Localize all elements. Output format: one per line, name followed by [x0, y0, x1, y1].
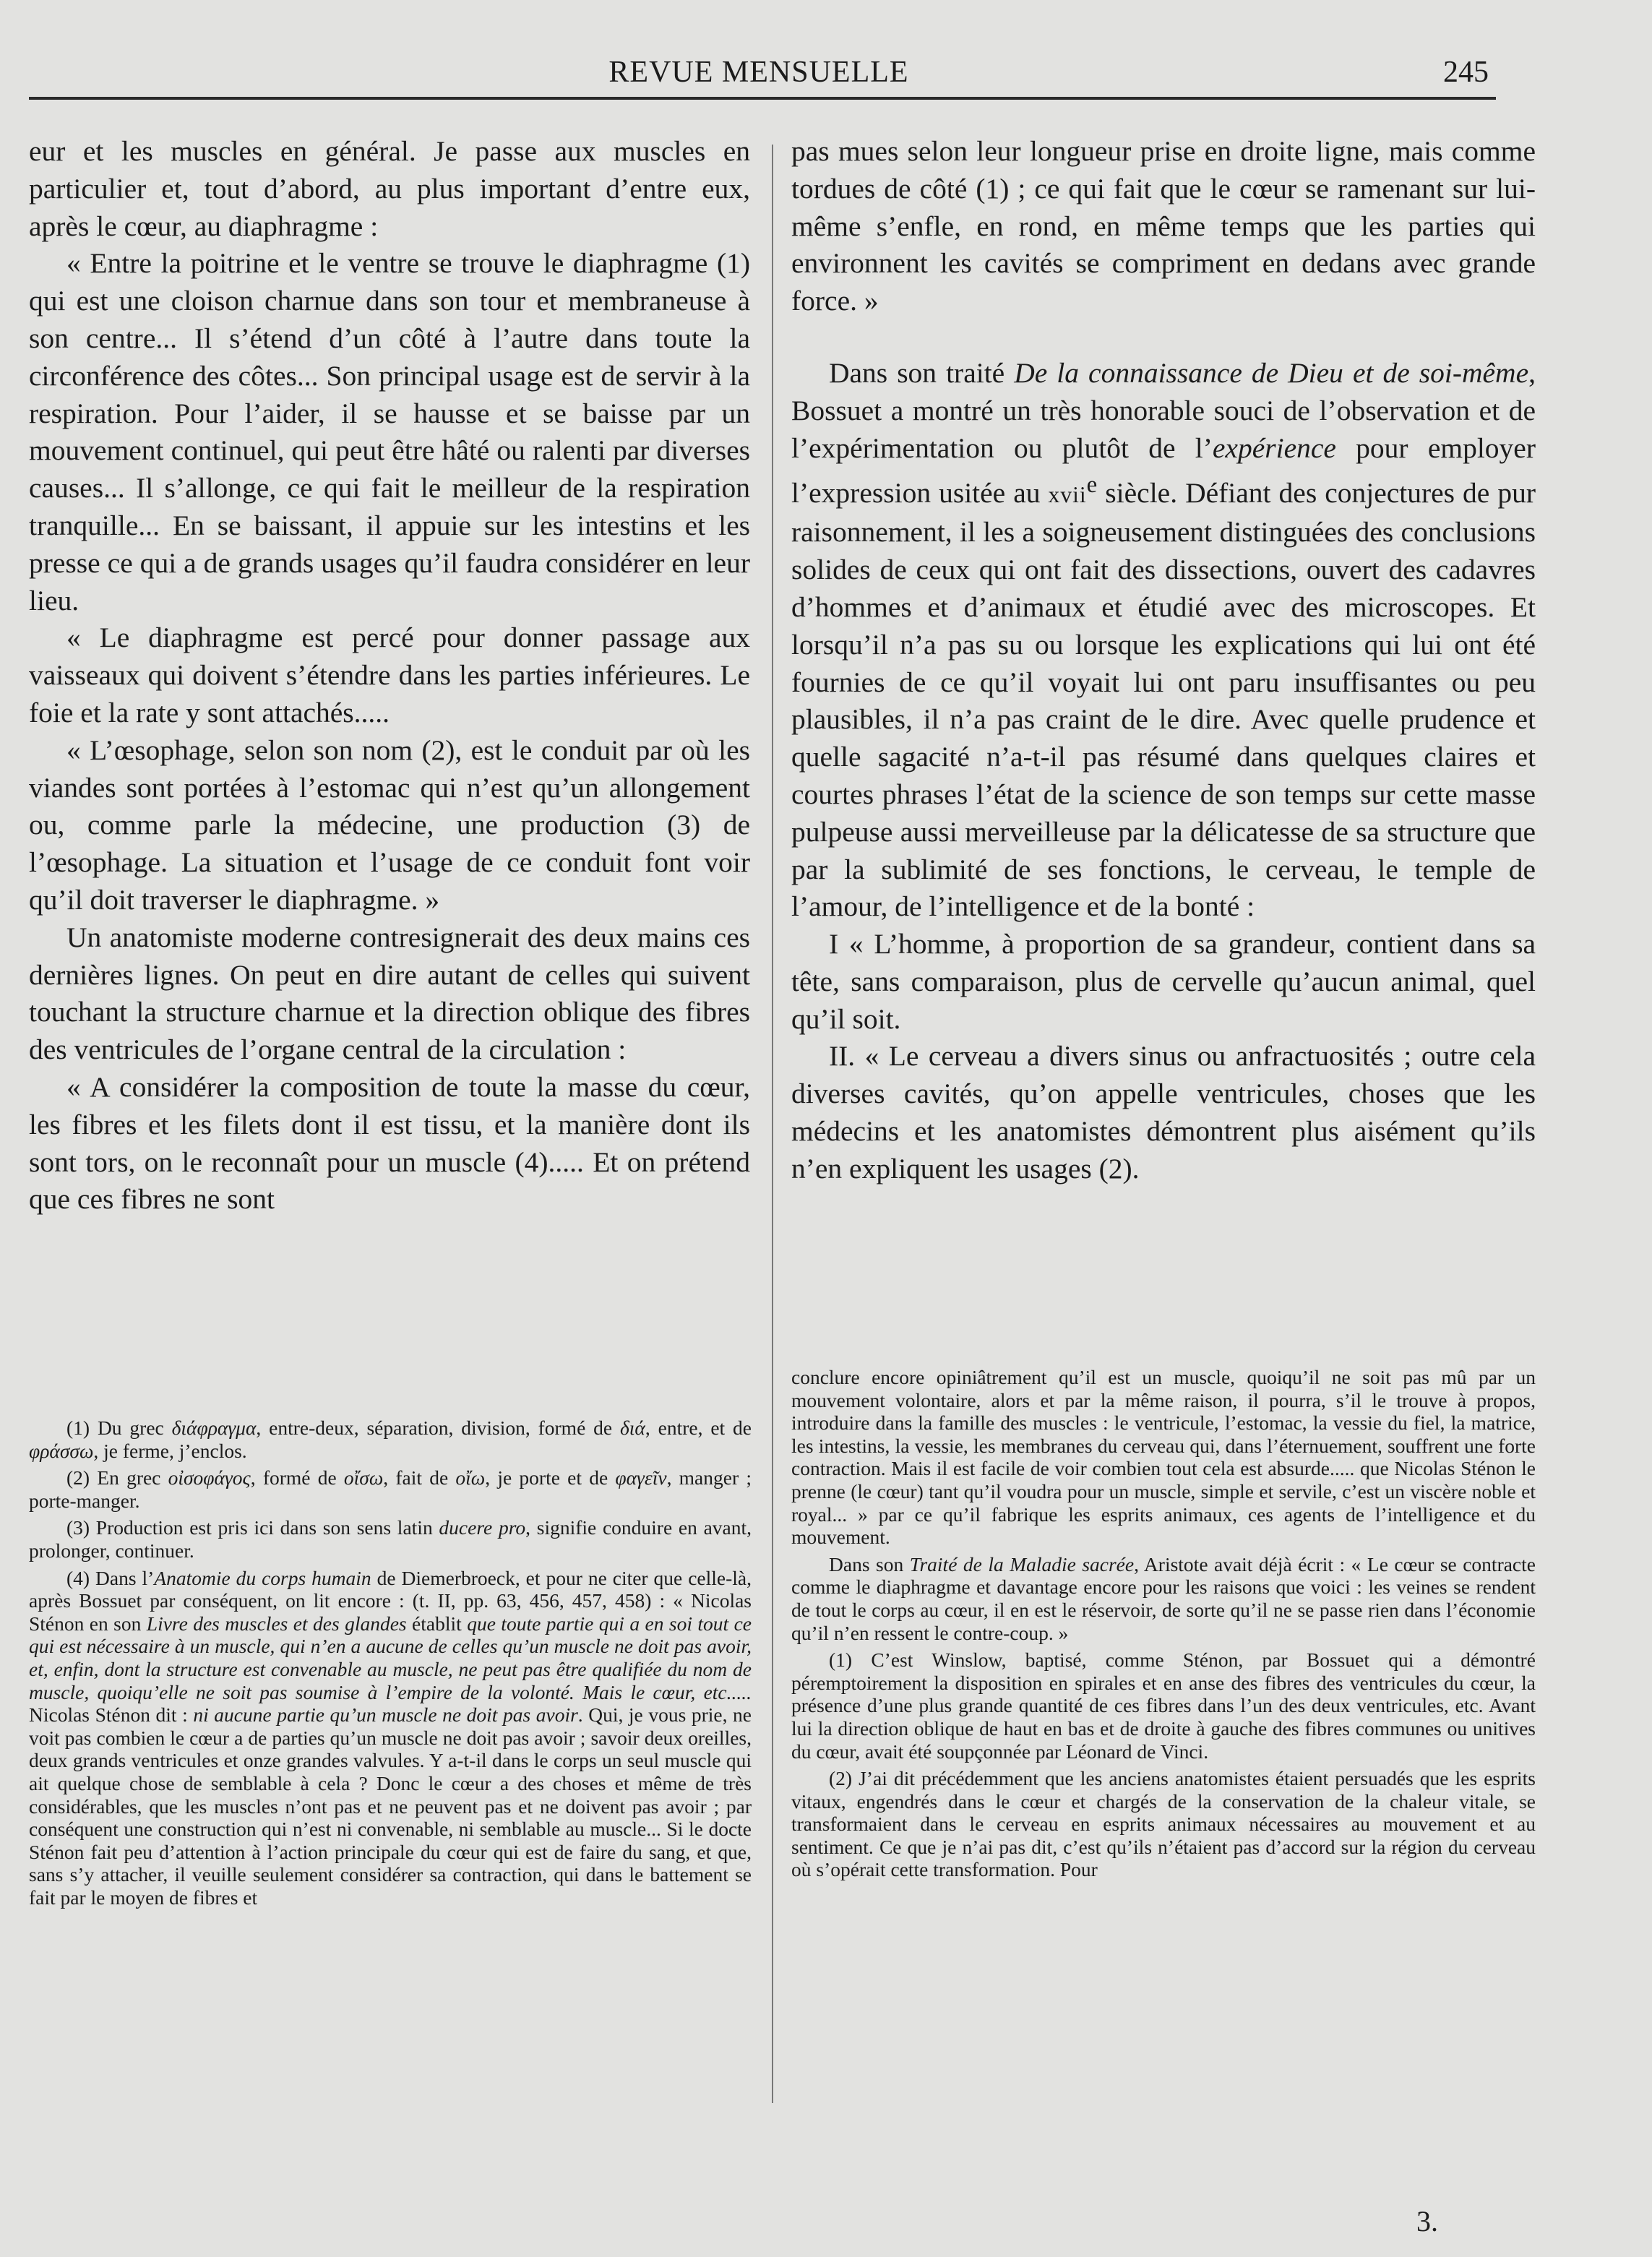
emphasis: expérience	[1212, 431, 1336, 464]
paragraph: « A considérer la composition de toute la masse du cœur, les fibres et les filets dont il est tissu, et la manière dont ils sont tors, on le reconnaît pour un muscle (4)..... Et on prétend que ces fibres ne sont	[29, 1070, 750, 1216]
text-run: Nicolas Sténon dit :	[29, 1703, 194, 1727]
text-run: , entre, et de	[645, 1416, 752, 1439]
text-run: de Diemerbroeck, et pour ne citer que celle-là, après Bossuet par conséquent, on lit encore : (t. II, pp. 63, 456, 457, 458) : « Nicolas Sténon en son	[29, 1566, 752, 1635]
paragraph: « Entre la poitrine et le ventre se trouve le diaphragme (1) qui est une cloison charnue dans son tour et membraneuse à son centre... Il s’étend d’un côté à l’autre dans toute la circonférence des côtes... Son principal usage est de servir à la respiration. Pour l’aider, il se hausse et se baisse par un mouvement continuel, qui peut être hâté ou ralenti par diverses causes... Il s’allonge, ce qui fait le meilleur de la respiration tranquille... En se baissant, il appuie sur les intestins et les presse ce qui a de grands usages qu’il faudra considérer en leur lieu.	[29, 247, 750, 616]
greek-word: φαγεῖν	[615, 1466, 667, 1489]
running-title: REVUE MENSUELLE	[608, 56, 909, 89]
book-title: De la connaissance de Dieu et de soi-même	[1014, 356, 1529, 389]
text-run: siècle. Défiant des conjectures de pur raisonnement, il les a soigneusement distinguées des conclusions solides de ceux qui ont fait des dissections, ouvert des cadavres d’hommes et d’animaux et étudié avec des microscopes. Et lorsqu’il n’a pas su ou lorsque les explications qui lui ont été fournies de ce qu’il voyait lui ont paru insuffisantes ou peu plausibles, il n’a pas craint de le dire. Avec quelle prudence et quelle sagacité n’a-t-il pas résumé dans quelques claires et courtes phrases l’état de la science de son temps sur cette masse pulpeuse aussi merveilleuse par la délicatesse de sa structure que par la sublimité de ses fonctions, le cerveau, le temple de l’amour, de l’intelligence et de la bonté :	[791, 477, 1536, 923]
right-column	[791, 133, 1536, 1311]
text-run: , entre-deux, séparation, division, formé de	[256, 1416, 620, 1439]
quote: I « L’homme, à proportion de sa grandeur, contient dans sa tête, sans comparaison, plus de cervelle qu’aucun animal, quel qu’il soit.	[791, 928, 1536, 1035]
book-title: Livre des muscles et des glandes	[146, 1612, 407, 1635]
footnotes-right	[791, 1366, 1536, 2139]
column-divider	[772, 145, 773, 2103]
greek-word: φράσσω	[29, 1439, 94, 1462]
footnote-2: (2) J’ai dit précédemment que les anciens anatomistes étaient persuadés que les esprits vitaux, engendrés dans le cœur et chargés de la conservation de la chaleur vitale, se transformaient dans le cerveau en esprits animaux nécessaires au mouvement et au sentiment. Ce que je n’ai pas dit, c’est qu’ils n’étaient pas d’accord sur la région du cerveau où s’opérait cette transformation. Pour	[791, 1767, 1536, 1881]
header-rule	[29, 97, 1496, 100]
text-run: (3) Production est pris ici dans son sens latin	[66, 1516, 439, 1539]
text-run: , formé de	[250, 1466, 344, 1489]
paragraph: pas mues selon leur longueur prise en droite ligne, mais comme tordues de côté (1) ; ce qui fait que le cœur se ramenant sur lui-même s’enfle, en rond, en même temps que les parties qui environnent les cavités se compriment en dedans avec grande force. »	[791, 135, 1536, 317]
century-sup: e	[1086, 472, 1098, 499]
quotation: que toute partie qui a en soi tout ce qui est nécessaire à un muscle, qui n’en a aucune de celles qu’un muscle ne doit pas avoir, et, enfin, dont la structure est convenable au muscle, ne peut pas être qualifiée du nom de muscle, quoiqu’elle ne soit pas soumise à l’empire de la volonté. Mais le cœur, etc.....	[29, 1612, 752, 1703]
footnote-1	[29, 1416, 752, 1462]
quote: II. « Le cerveau a divers sinus ou anfractuosités ; outre cela diverses cavités, qu’on appelle ventricules, choses que les médecins et les anatomistes démontrent plus aisément qu’ils n’en expliquent les usages (2).	[791, 1040, 1536, 1185]
footnotes-left	[29, 1416, 752, 2139]
text-run: . Qui, je vous prie, ne voit pas combien le cœur a de parties qu’un muscle ne doit pas avoir ; savoir deux oreilles, deux grands ventricules et onze grandes valvules. Y a-t-il dans le corps un seul muscle qui ait quelque chose de semblable à cela ? Donc le cœur a des choses et même de très considérables, que les muscles n’ont pas et ne peuvent pas et ne doivent pas avoir ; par conséquent une construction qui n’est ni convenable, ni semblable au muscle... Si le docte Sténon fait peu d’attention à l’action principale du cœur qui est de faire du sang, et que, sans s’y attacher, il veuille seulement considérer sa contraction, qui dans le battement se fait par le moyen de fibres et	[29, 1703, 752, 1909]
text-run: pour employer l’expression usitée au	[791, 431, 1536, 510]
text-run: Dans son traité	[829, 356, 1005, 389]
text-run: (1) Du grec	[66, 1416, 172, 1439]
book-title: Anatomie du corps humain	[154, 1566, 371, 1589]
text-run: Dans son	[829, 1552, 910, 1575]
paragraph	[791, 355, 1536, 926]
footnote-continuation: conclure encore opiniâtrement qu’il est un muscle, quoiqu’il ne soit pas mû par un mouvement volontaire, alors et par la même raison, il pourra, s’il le trouve à propos, introduire dans la famille des muscles : le ventricule, l’estomac, la vessie du fiel, la matrice, les intestins, la vessie, les membranes du cerveau qui, dans l’éternuement, souffrent une forte contraction. Mais il est facile de voir combien tout cela est absurde..... que Nicolas Sténon le prenne (le cœur) tant qu’il voudra pour un muscle, simple et servile, c’est un viscère noble et royal... » par ce qu’il fabrique les esprits animaux, ces agents de l’intelligence et du mouvement.	[791, 1366, 1536, 1549]
left-column	[29, 133, 750, 1340]
text-run: , signifie conduire en avant, prolonger, continuer.	[29, 1516, 752, 1562]
text-run: (2) En grec	[66, 1466, 168, 1489]
page-number: 245	[1443, 56, 1489, 89]
footnote-3	[29, 1516, 752, 1562]
paragraph: eur et les muscles en général. Je passe aux muscles en particulier et, tout d’abord, au plus important d’entre eux, après le cœur, au diaphragme :	[29, 135, 750, 242]
latin-term: ducere pro	[439, 1516, 526, 1539]
text-run: , fait de	[383, 1466, 456, 1489]
text-run: (4) Dans l’	[66, 1566, 155, 1589]
paragraph: « Le diaphragme est percé pour donner passage aux vaisseaux qui doivent s’étendre dans les parties inférieures. Le foie et la rate y sont attachés.....	[29, 622, 750, 728]
paragraph: Un anatomiste moderne contresignerait des deux mains ces dernières lignes. On peut en dire autant de celles qui suivent touchant la structure charnue et la direction oblique des fibres des ventricules de l’organe central de la circulation :	[29, 921, 750, 1066]
text-run: , Aristote avait déjà écrit : « Le cœur se contracte comme le diaphragme et davantage encore pour les raisons que voici : les veines se rendent de tout le corps au cœur, il en est le réservoir, de sorte qu’il ne se passe rien dans l’économie qu’il n’en ressent le contre-coup. »	[791, 1552, 1536, 1644]
century: xvii	[1048, 482, 1087, 508]
greek-word: οἴω	[455, 1466, 486, 1489]
greek-word: διά	[620, 1416, 645, 1439]
text-run: , Bossuet a montré un très honorable souci de l’observation et de l’expérimentation ou plutôt de l’	[791, 356, 1536, 464]
signature-mark: 3.	[1416, 2205, 1438, 2237]
text-run: établit	[406, 1612, 468, 1635]
text-run: , manger ; porte-manger.	[29, 1466, 752, 1512]
footnote-2	[29, 1466, 752, 1512]
paragraph: « L’œsophage, selon son nom (2), est le conduit par où les viandes sont portées à l’estomac qui n’est qu’un allongement ou, comme parle la médecine, une production (3) de l’œsophage. La situation et l’usage de ce conduit font voir qu’il doit traverser le diaphragme. »	[29, 734, 750, 916]
greek-word: διάφραγμα	[171, 1416, 257, 1439]
page-header	[29, 55, 1489, 95]
footnote-4	[29, 1567, 752, 1909]
aristote-note	[791, 1553, 1536, 1644]
book-title: Traité de la Maladie sacrée	[909, 1552, 1135, 1575]
quotation: ni aucune partie qu’un muscle ne doit pas avoir	[193, 1703, 578, 1727]
footnote-1: (1) C’est Winslow, baptisé, comme Sténon, par Bossuet qui a démontré péremptoirement la disposition en spirales et en anse des fibres des ventricules du cœur, la présence d’une plus grande quantité de ces fibres dans l’un des deux ventricules, etc. Avant lui la direction oblique de haut en bas et de droite à gauche des fibres communes ou unitives du cœur, avait été soupçonnée par Léonard de Vinci.	[791, 1648, 1536, 1763]
text-run: , je porte et de	[485, 1466, 616, 1489]
text-run: , je ferme, j’enclos.	[93, 1439, 247, 1462]
greek-word: οἰσοφάγος	[168, 1466, 251, 1489]
greek-word: οἴσω	[343, 1466, 384, 1489]
